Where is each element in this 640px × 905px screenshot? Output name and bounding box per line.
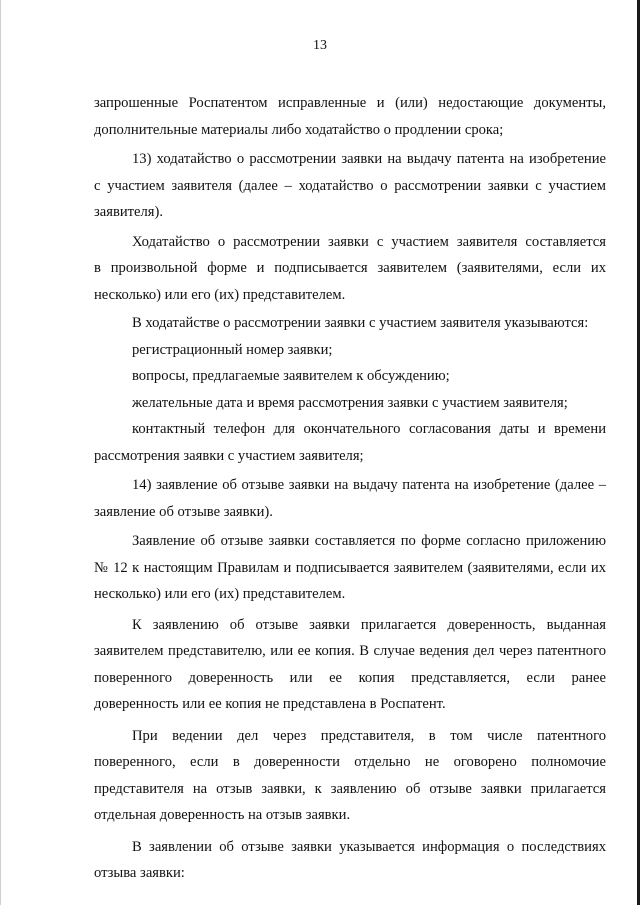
text-line: заявителем представителю, или ее копия. В случае ведения дел через патентного [94, 643, 606, 659]
text-line: желательные дата и время рассмотрения заявки с участием заявителя; [132, 394, 568, 411]
text-line: представителя на отзыв заявки, к заявлению об отзыве заявки прилагается [94, 780, 606, 797]
text-line: заявителя). [94, 204, 164, 220]
text-line: несколько) или его (их) представителем. [94, 286, 346, 303]
text-line: Ходатайство о рассмотрении заявки с участием заявителя составляется [132, 233, 606, 250]
text-line: несколько) или его (их) представителем. [94, 586, 346, 602]
text-line: В ходатайстве о рассмотрении заявки с участием заявителя указываются: [132, 315, 589, 331]
text-line: рассмотрения заявки с участием заявителя; [94, 447, 364, 464]
text-line: в произвольной форме и подписывается заявителем (заявителями, если их [94, 260, 606, 276]
text-line: дополнительные материалы либо ходатайство о продлении срока; [94, 121, 504, 138]
text-line: При ведении дел через представителя, в том числе патентного [132, 727, 606, 744]
scan-edge-left [0, 0, 1, 905]
text-line: заявление об отзыве заявки). [94, 503, 273, 520]
text-line: поверенного, если в доверенности отдельно не оговорено полномочие [94, 754, 606, 770]
text-line: 14) заявление об отзыве заявки на выдачу патента на изобретение (далее – [132, 477, 606, 493]
text-line: контактный телефон для окончательного согласования даты и времени [132, 421, 606, 437]
text-line: с участием заявителя (далее – ходатайство о рассмотрении заявки с участием [94, 177, 606, 194]
text-line: регистрационный номер заявки; [132, 341, 333, 358]
text-line: доверенность или ее копия не представлена в Роспатент. [94, 696, 446, 712]
page-number: 13 [313, 38, 327, 53]
text-line: Заявление об отзыве заявки составляется по форме согласно приложению [132, 533, 606, 549]
text-line: 13) ходатайство о рассмотрении заявки на выдачу патента на изобретение [132, 151, 606, 167]
text-line: отдельная доверенность на отзыв заявки. [94, 807, 351, 823]
text-line: вопросы, предлагаемые заявителем к обсуждению; [132, 368, 450, 384]
text-line: поверенного доверенность или ее копия представляется, если ранее [94, 669, 606, 686]
text-line: № 12 к настоящим Правилам и подписывается заявителем (заявителями, если их [94, 559, 606, 576]
text-line: В заявлении об отзыве заявки указывается информация о последствиях [132, 838, 606, 855]
document-body [94, 90, 606, 887]
text-line: запрошенные Роспатентом исправленные и (или) недостающие документы, [94, 95, 606, 111]
text-line: отзыва заявки: [94, 865, 185, 881]
text-line: К заявлению об отзыве заявки прилагается доверенность, выданная [132, 616, 606, 633]
